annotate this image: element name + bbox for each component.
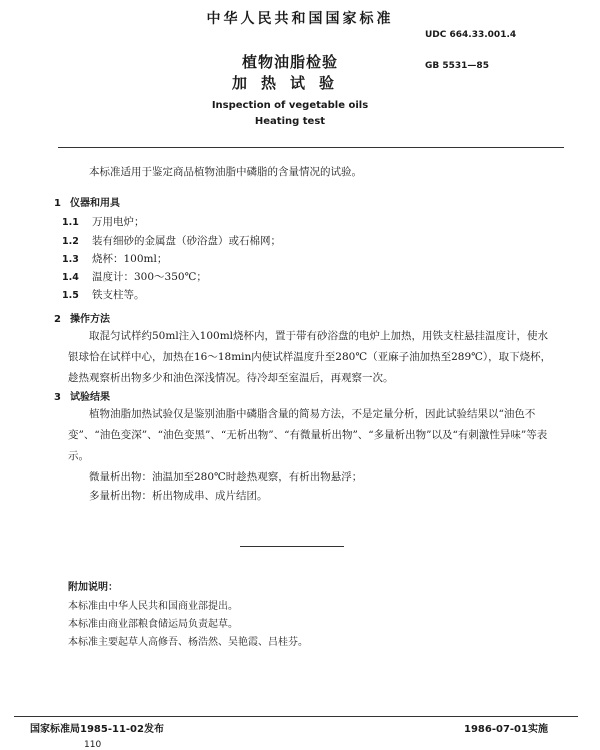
result-major: 多量析出物：析出物成串、成片结团。	[89, 490, 268, 502]
section-1-heading	[54, 194, 120, 209]
additional-notes-heading: 附加说明：	[68, 582, 118, 593]
section-2-heading	[54, 310, 110, 325]
item-text: 温度计：300～350℃；	[92, 271, 207, 283]
title-zh-line2: 加热试验	[231, 74, 348, 92]
effective-date: 1986-07-01实施	[464, 724, 548, 735]
item-number: 1.1	[62, 217, 79, 228]
note-line: 本标准由中华人民共和国商业部提出。	[68, 601, 238, 612]
section-3-heading	[54, 388, 110, 403]
item-text: 万用电炉；	[92, 216, 145, 228]
item-number: 1.5	[62, 290, 79, 301]
item-text: 铁支柱等。	[92, 289, 145, 301]
title-zh-line1: 植物油脂检验	[241, 53, 338, 71]
section-2-number: 2	[54, 314, 61, 325]
section-2-paragraph: 取混匀试样约50ml注入100ml烧杯内，置于带有砂浴盘的电炉上加热，用铁支柱悬挂温度计，使水银球恰在试样中心，加热在16～18min内使试样温度升至280℃（亚麻子油加热至289℃），取下烧杯，趁热观察析出物多少和油色深浅情况。待冷却至室温后，再观察一次。	[68, 330, 552, 384]
section-3-paragraph: 植物油脂加热试验仅是鉴别油脂中磷脂含量的简易方法，不是定量分析，因此试验结果以“油色不变”、“油色变深”、“油色变黑”、“无析出物”、“有微量析出物”、“多量析出物”以及“有刺激性异味”等表示。	[68, 408, 548, 462]
list-item	[62, 287, 145, 302]
section-1-title: 仪器和用具	[70, 198, 120, 209]
footer-divider	[14, 716, 578, 717]
section-3-title: 试验结果	[70, 392, 110, 403]
title-en-line2: Heating test	[254, 116, 326, 127]
note-line: 本标准主要起草人高修吾、杨浩然、吴艳霞、吕桂芬。	[68, 637, 308, 648]
item-text: 装有细砂的金属盘（砂浴盘）或石棉网；	[92, 235, 281, 247]
udc-code: UDC 664.33.001.4	[425, 30, 517, 40]
list-item	[62, 214, 145, 229]
item-number: 1.3	[62, 254, 79, 265]
title-en-line1: Inspection of vegetable oils	[211, 100, 369, 111]
gb-code: GB 5531—85	[425, 61, 489, 71]
section-3-number: 3	[54, 392, 61, 403]
item-text: 烧杯：100ml；	[92, 253, 168, 265]
standard-org-heading: 中华人民共和国国家标准	[206, 11, 394, 27]
intro-paragraph: 本标准适用于鉴定商品植物油脂中磷脂的含量情况的试验。	[89, 166, 362, 178]
page-number: 110	[84, 740, 102, 750]
section-2-title: 操作方法	[70, 314, 110, 325]
list-item	[62, 251, 167, 266]
issued-date: 国家标准局1985-11-02发布	[30, 724, 164, 735]
item-number: 1.4	[62, 272, 79, 283]
header-divider	[58, 147, 564, 148]
item-number: 1.2	[62, 236, 79, 247]
result-minor: 微量析出物：油温加至280℃时趁热观察，有析出物悬浮；	[89, 471, 363, 483]
list-item	[62, 233, 281, 248]
note-line: 本标准由商业部粮食储运局负责起草。	[68, 619, 238, 630]
section-1-number: 1	[54, 198, 61, 209]
end-divider	[240, 546, 344, 547]
list-item	[62, 269, 207, 284]
